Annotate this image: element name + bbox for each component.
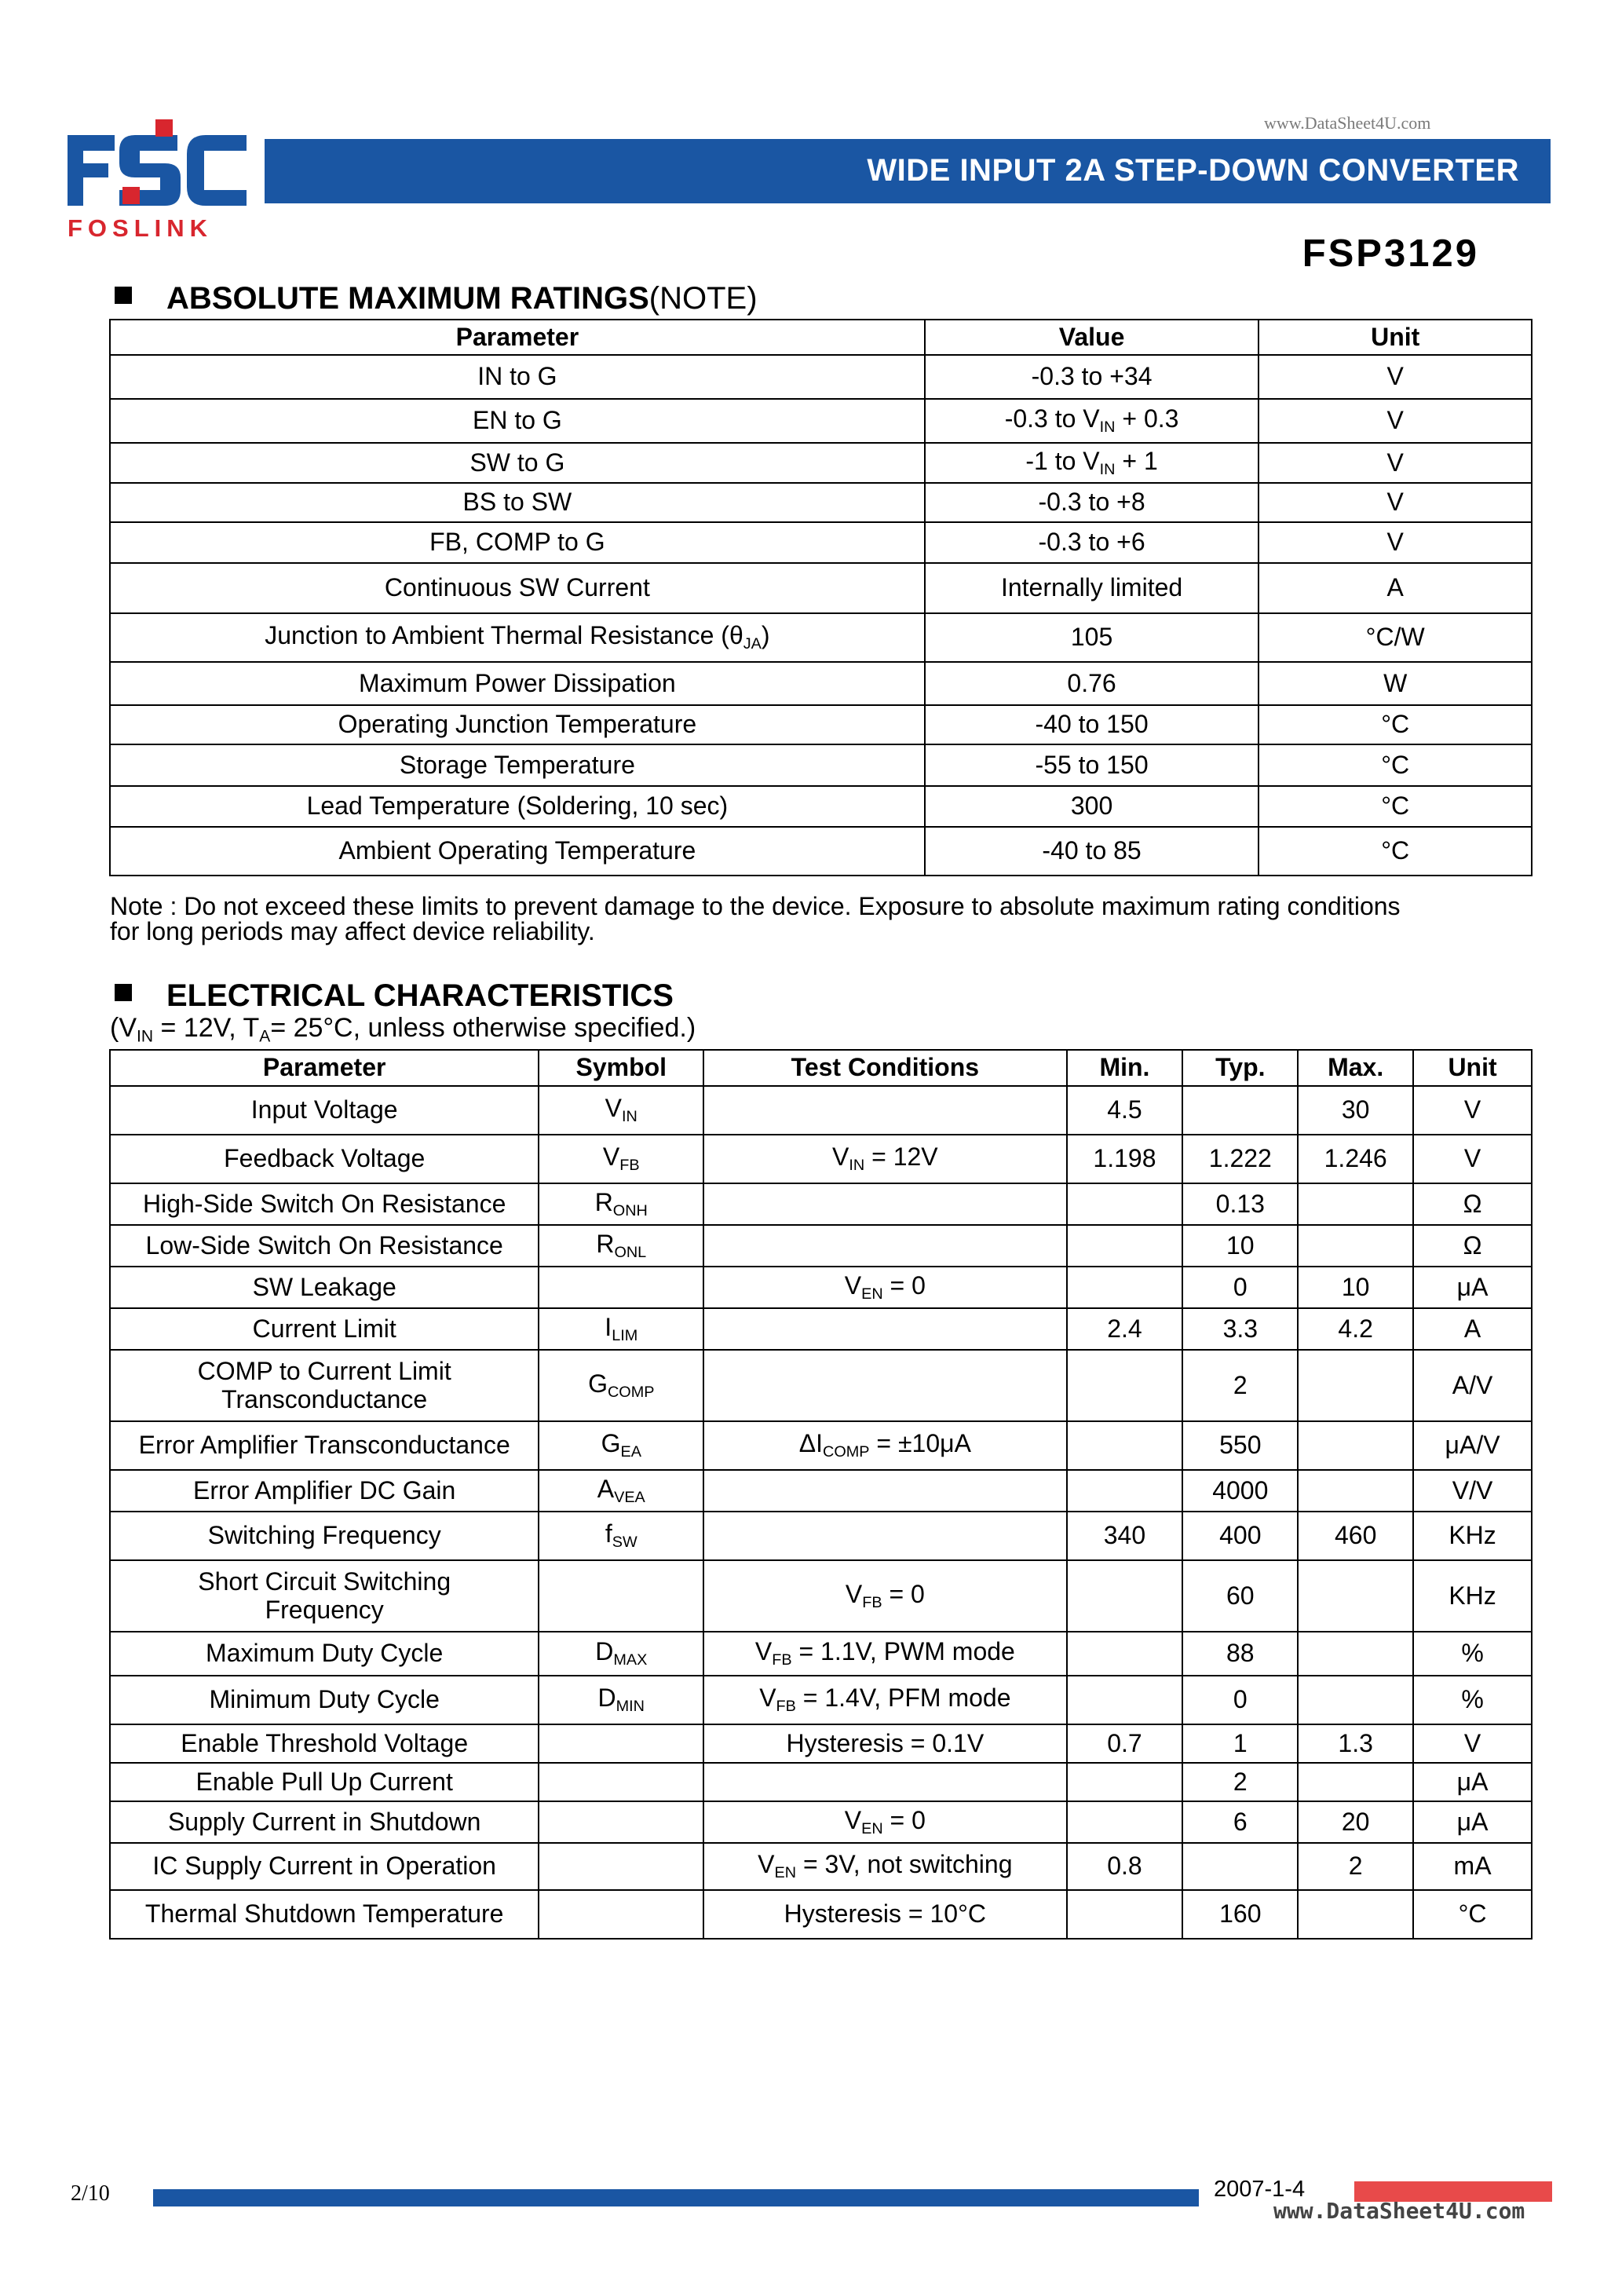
unit-cell: V xyxy=(1413,1086,1532,1135)
table-row xyxy=(110,613,1532,662)
parameter-cell: Error Amplifier DC Gain xyxy=(110,1470,539,1512)
table-row xyxy=(110,1308,1532,1350)
symbol-cell: $R_{ONH}$ xyxy=(539,1183,703,1225)
test-condition-cell: $V_{EN} = 0$ xyxy=(703,1267,1066,1308)
min-cell xyxy=(1067,1632,1183,1676)
min-cell xyxy=(1067,1763,1183,1801)
parameter-cell: Continuous SW Current xyxy=(110,563,925,613)
max-cell xyxy=(1298,1632,1413,1676)
unit-cell: °C xyxy=(1413,1890,1532,1939)
value-cell: 0.76 xyxy=(925,662,1259,705)
min-cell: 0.7 xyxy=(1067,1724,1183,1763)
amr-section-title: ABSOLUTE MAXIMUM RATINGS(NOTE) xyxy=(115,281,758,316)
parameter-cell: FB, COMP to G xyxy=(110,522,925,563)
typ-cell: 60 xyxy=(1182,1560,1298,1632)
typ-cell: 10 xyxy=(1182,1225,1298,1267)
table-row xyxy=(110,1183,1532,1225)
unit-cell: % xyxy=(1413,1676,1532,1724)
absolute-max-ratings-table xyxy=(109,319,1532,876)
unit-cell: °C/W xyxy=(1259,613,1532,662)
max-cell: 4.2 xyxy=(1298,1308,1413,1350)
table-row xyxy=(110,522,1532,563)
symbol-cell xyxy=(539,1801,703,1843)
parameter-cell: Storage Temperature xyxy=(110,744,925,786)
table-row xyxy=(110,662,1532,705)
title-banner xyxy=(265,139,1551,203)
unit-cell: V xyxy=(1259,522,1532,563)
header-typ: Typ. xyxy=(1182,1050,1298,1086)
parameter-cell: Thermal Shutdown Temperature xyxy=(110,1890,539,1939)
footer-watermark-url: www.DataSheet4U.com xyxy=(1273,2198,1525,2224)
parameter-cell: BS to SW xyxy=(110,483,925,522)
unit-cell: °C xyxy=(1259,705,1532,744)
max-cell xyxy=(1298,1421,1413,1470)
typ-cell: 400 xyxy=(1182,1512,1298,1560)
max-cell: 460 xyxy=(1298,1512,1413,1560)
typ-cell: 6 xyxy=(1182,1801,1298,1843)
test-condition-cell: $V_{EN} = 3V$, not switching xyxy=(703,1843,1066,1890)
max-cell: 20 xyxy=(1298,1801,1413,1843)
max-cell xyxy=(1298,1225,1413,1267)
table-row xyxy=(110,1560,1532,1632)
typ-cell: 0 xyxy=(1182,1267,1298,1308)
square-bullet-icon xyxy=(115,984,132,1001)
table-header-row xyxy=(110,320,1532,355)
typ-cell xyxy=(1182,1086,1298,1135)
max-cell: 1.3 xyxy=(1298,1724,1413,1763)
test-condition-cell xyxy=(703,1763,1066,1801)
max-cell xyxy=(1298,1890,1413,1939)
typ-cell: 3.3 xyxy=(1182,1308,1298,1350)
unit-cell: KHz xyxy=(1413,1560,1532,1632)
electrical-characteristics-table xyxy=(109,1049,1532,1940)
min-cell xyxy=(1067,1421,1183,1470)
min-cell xyxy=(1067,1890,1183,1939)
symbol-cell: $V_{IN}$ xyxy=(539,1086,703,1135)
max-cell xyxy=(1298,1183,1413,1225)
max-cell: 30 xyxy=(1298,1086,1413,1135)
min-cell: 4.5 xyxy=(1067,1086,1183,1135)
square-bullet-icon xyxy=(115,287,132,304)
test-condition-cell: $V_{EN} = 0$ xyxy=(703,1801,1066,1843)
min-cell xyxy=(1067,1470,1183,1512)
unit-cell: V/V xyxy=(1413,1470,1532,1512)
parameter-cell: High-Side Switch On Resistance xyxy=(110,1183,539,1225)
table-row xyxy=(110,827,1532,876)
min-cell: 1.198 xyxy=(1067,1135,1183,1183)
parameter-cell: Enable Threshold Voltage xyxy=(110,1724,539,1763)
min-cell xyxy=(1067,1183,1183,1225)
value-cell: -55 to 150 xyxy=(925,744,1259,786)
symbol-cell: $G_{EA}$ xyxy=(539,1421,703,1470)
unit-cell: °C xyxy=(1259,744,1532,786)
unit-cell: V xyxy=(1259,399,1532,443)
unit-cell: Ω xyxy=(1413,1225,1532,1267)
value-cell: -40 to 150 xyxy=(925,705,1259,744)
test-condition-cell xyxy=(703,1470,1066,1512)
max-cell xyxy=(1298,1763,1413,1801)
ec-conditions: ($V_{IN} = 12V$, $T_A= 25^\circ C$, unless otherwise specified.) xyxy=(110,1013,696,1046)
table-row xyxy=(110,1086,1532,1135)
test-condition-cell: $V_{FB} = 1.4V$, PFM mode xyxy=(703,1676,1066,1724)
table-row xyxy=(110,786,1532,827)
table-row xyxy=(110,1724,1532,1763)
part-number: FSP3129 xyxy=(1302,232,1479,275)
table-row xyxy=(110,1632,1532,1676)
test-condition-cell: $\Delta I_{COMP} = \pm 10\mu A$ xyxy=(703,1421,1066,1470)
symbol-cell: $D_{MIN}$ xyxy=(539,1676,703,1724)
min-cell xyxy=(1067,1267,1183,1308)
parameter-cell: COMP to Current Limit Transconductance xyxy=(110,1350,539,1421)
header-unit: Unit xyxy=(1413,1050,1532,1086)
typ-cell: 1 xyxy=(1182,1724,1298,1763)
test-condition-cell: Hysteresis = 10°C xyxy=(703,1890,1066,1939)
document-title: WIDE INPUT 2A STEP-DOWN CONVERTER xyxy=(867,153,1519,188)
footer-bar xyxy=(153,2189,1199,2206)
parameter-cell: Current Limit xyxy=(110,1308,539,1350)
test-condition-cell: $V_{FB} = 0$ xyxy=(703,1560,1066,1632)
min-cell xyxy=(1067,1801,1183,1843)
test-condition-cell xyxy=(703,1183,1066,1225)
table-header-row xyxy=(110,1050,1532,1086)
parameter-cell: Ambient Operating Temperature xyxy=(110,827,925,876)
max-cell: 1.246 xyxy=(1298,1135,1413,1183)
header-symbol: Symbol xyxy=(539,1050,703,1086)
parameter-cell: Maximum Power Dissipation xyxy=(110,662,925,705)
header-unit: Unit xyxy=(1259,320,1532,355)
unit-cell: Ω xyxy=(1413,1183,1532,1225)
min-cell xyxy=(1067,1350,1183,1421)
min-cell: 340 xyxy=(1067,1512,1183,1560)
table-row xyxy=(110,1267,1532,1308)
max-cell: 2 xyxy=(1298,1843,1413,1890)
symbol-cell: $R_{ONL}$ xyxy=(539,1225,703,1267)
table-row xyxy=(110,1801,1532,1843)
unit-cell: μA xyxy=(1413,1763,1532,1801)
parameter-cell: Supply Current in Shutdown xyxy=(110,1801,539,1843)
test-condition-cell: $V_{IN} = 12V$ xyxy=(703,1135,1066,1183)
typ-cell: 4000 xyxy=(1182,1470,1298,1512)
unit-cell: μA xyxy=(1413,1801,1532,1843)
parameter-cell: Junction to Ambient Thermal Resistance $(\theta_{JA})$ xyxy=(110,613,925,662)
unit-cell: V xyxy=(1413,1135,1532,1183)
table-row xyxy=(110,1470,1532,1512)
typ-cell: 0.13 xyxy=(1182,1183,1298,1225)
typ-cell xyxy=(1182,1843,1298,1890)
value-cell: -0.3 to +8 xyxy=(925,483,1259,522)
table-row xyxy=(110,563,1532,613)
value-cell: Internally limited xyxy=(925,563,1259,613)
max-cell xyxy=(1298,1470,1413,1512)
unit-cell: KHz xyxy=(1413,1512,1532,1560)
parameter-cell: Operating Junction Temperature xyxy=(110,705,925,744)
unit-cell: °C xyxy=(1259,786,1532,827)
parameter-cell: EN to G xyxy=(110,399,925,443)
unit-cell: V xyxy=(1259,443,1532,483)
unit-cell: °C xyxy=(1259,827,1532,876)
symbol-cell: $I_{LIM}$ xyxy=(539,1308,703,1350)
symbol-cell: $V_{FB}$ xyxy=(539,1135,703,1183)
symbol-cell: $A_{VEA}$ xyxy=(539,1470,703,1512)
unit-cell: V xyxy=(1259,483,1532,522)
ratings-note: Note : Do not exceed these limits to prevent damage to the device. Exposure to absolute maximum rating conditions for long periods may affect device reliability. xyxy=(110,892,1401,945)
header-parameter: Parameter xyxy=(110,1050,539,1086)
header-value: Value xyxy=(925,320,1259,355)
parameter-cell: Lead Temperature (Soldering, 10 sec) xyxy=(110,786,925,827)
unit-cell: A/V xyxy=(1413,1350,1532,1421)
unit-cell: A xyxy=(1259,563,1532,613)
symbol-cell xyxy=(539,1724,703,1763)
max-cell: 10 xyxy=(1298,1267,1413,1308)
value-cell: -0.3 to +34 xyxy=(925,355,1259,399)
table-row xyxy=(110,744,1532,786)
logo-text: FOSLINK xyxy=(68,214,214,242)
symbol-cell xyxy=(539,1763,703,1801)
table-row xyxy=(110,1135,1532,1183)
test-condition-cell xyxy=(703,1512,1066,1560)
value-cell: -0.3 to $V_{IN} + 0.3$ xyxy=(925,399,1259,443)
parameter-cell: Enable Pull Up Current xyxy=(110,1763,539,1801)
min-cell xyxy=(1067,1676,1183,1724)
typ-cell: 160 xyxy=(1182,1890,1298,1939)
page-number: 2/10 xyxy=(71,2181,110,2206)
parameter-cell: Low-Side Switch On Resistance xyxy=(110,1225,539,1267)
parameter-cell: Maximum Duty Cycle xyxy=(110,1632,539,1676)
parameter-cell: Switching Frequency xyxy=(110,1512,539,1560)
min-cell: 2.4 xyxy=(1067,1308,1183,1350)
symbol-cell: $D_{MAX}$ xyxy=(539,1632,703,1676)
watermark-url: www.DataSheet4U.com xyxy=(1264,113,1431,133)
unit-cell: W xyxy=(1259,662,1532,705)
value-cell: -40 to 85 xyxy=(925,827,1259,876)
symbol-cell xyxy=(539,1560,703,1632)
table-row xyxy=(110,443,1532,483)
value-cell: -1 to $V_{IN} + 1$ xyxy=(925,443,1259,483)
unit-cell: V xyxy=(1259,355,1532,399)
header-max: Max. xyxy=(1298,1050,1413,1086)
typ-cell: 2 xyxy=(1182,1350,1298,1421)
test-condition-cell: Hysteresis = 0.1V xyxy=(703,1724,1066,1763)
foslink-logo xyxy=(68,118,248,212)
footer-date: 2007-1-4 xyxy=(1214,2177,1306,2202)
table-row xyxy=(110,1676,1532,1724)
unit-cell: A xyxy=(1413,1308,1532,1350)
unit-cell: V xyxy=(1413,1724,1532,1763)
parameter-cell: Error Amplifier Transconductance xyxy=(110,1421,539,1470)
parameter-cell: SW Leakage xyxy=(110,1267,539,1308)
header-test-conditions: Test Conditions xyxy=(703,1050,1066,1086)
ec-section-title: ELECTRICAL CHARACTERISTICS xyxy=(115,978,674,1014)
table-row xyxy=(110,1421,1532,1470)
typ-cell: 2 xyxy=(1182,1763,1298,1801)
value-cell: 300 xyxy=(925,786,1259,827)
max-cell xyxy=(1298,1560,1413,1632)
test-condition-cell xyxy=(703,1350,1066,1421)
max-cell xyxy=(1298,1676,1413,1724)
typ-cell: 88 xyxy=(1182,1632,1298,1676)
typ-cell: 0 xyxy=(1182,1676,1298,1724)
symbol-cell xyxy=(539,1890,703,1939)
value-cell: 105 xyxy=(925,613,1259,662)
test-condition-cell xyxy=(703,1086,1066,1135)
unit-cell: μA/V xyxy=(1413,1421,1532,1470)
min-cell xyxy=(1067,1560,1183,1632)
unit-cell: % xyxy=(1413,1632,1532,1676)
parameter-cell: Feedback Voltage xyxy=(110,1135,539,1183)
symbol-cell xyxy=(539,1843,703,1890)
symbol-cell: $f_{SW}$ xyxy=(539,1512,703,1560)
test-condition-cell: $V_{FB} = 1.1V$, PWM mode xyxy=(703,1632,1066,1676)
typ-cell: 550 xyxy=(1182,1421,1298,1470)
parameter-cell: Short Circuit Switching Frequency xyxy=(110,1560,539,1632)
value-cell: -0.3 to +6 xyxy=(925,522,1259,563)
max-cell xyxy=(1298,1350,1413,1421)
table-row xyxy=(110,399,1532,443)
parameter-cell: Input Voltage xyxy=(110,1086,539,1135)
table-row xyxy=(110,1350,1532,1421)
symbol-cell: $G_{COMP}$ xyxy=(539,1350,703,1421)
parameter-cell: IN to G xyxy=(110,355,925,399)
parameter-cell: Minimum Duty Cycle xyxy=(110,1676,539,1724)
test-condition-cell xyxy=(703,1225,1066,1267)
table-row xyxy=(110,1890,1532,1939)
min-cell xyxy=(1067,1225,1183,1267)
table-row xyxy=(110,705,1532,744)
table-row xyxy=(110,1843,1532,1890)
symbol-cell xyxy=(539,1267,703,1308)
table-row xyxy=(110,483,1532,522)
parameter-cell: IC Supply Current in Operation xyxy=(110,1843,539,1890)
unit-cell: mA xyxy=(1413,1843,1532,1890)
unit-cell: μA xyxy=(1413,1267,1532,1308)
parameter-cell: SW to G xyxy=(110,443,925,483)
typ-cell: 1.222 xyxy=(1182,1135,1298,1183)
table-row xyxy=(110,1225,1532,1267)
header-parameter: Parameter xyxy=(110,320,925,355)
min-cell: 0.8 xyxy=(1067,1843,1183,1890)
table-row xyxy=(110,1512,1532,1560)
table-row xyxy=(110,1763,1532,1801)
test-condition-cell xyxy=(703,1308,1066,1350)
table-row xyxy=(110,355,1532,399)
header-min: Min. xyxy=(1067,1050,1183,1086)
